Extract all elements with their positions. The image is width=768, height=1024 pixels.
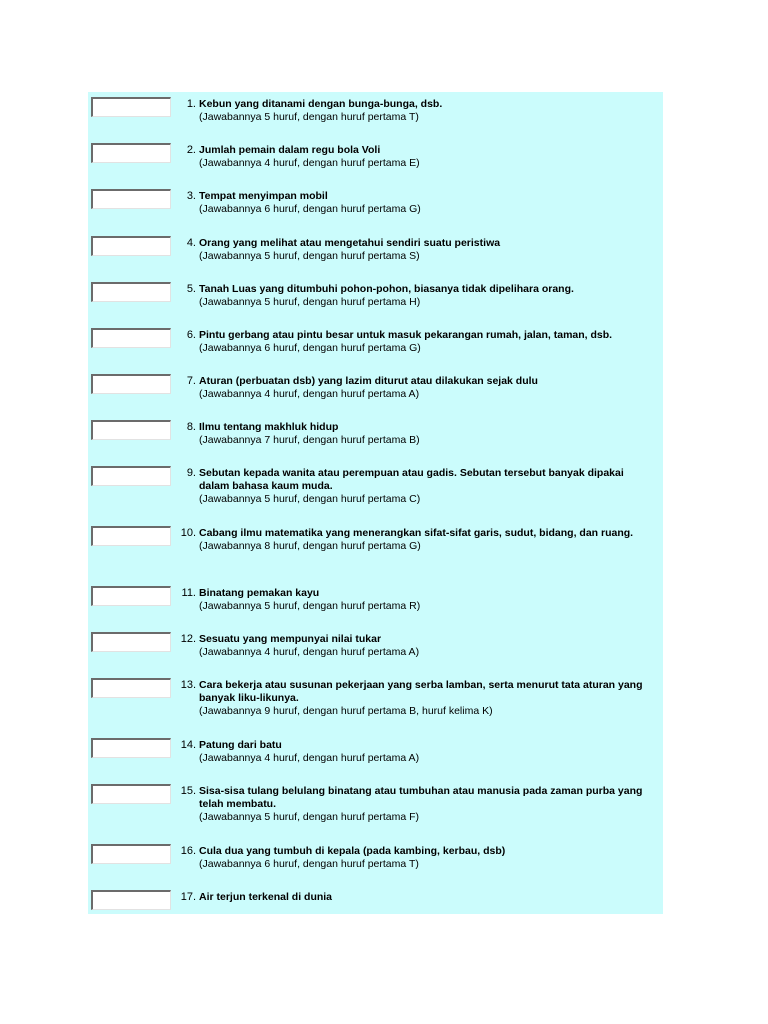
question-hint: (Jawabannya 5 huruf, dengan huruf pertama F) [199,811,420,823]
question-text-block [199,98,654,124]
question-text: Tanah Luas yang ditumbuhi pohon-pohon, biasanya tidak dipelihara orang. [199,283,574,295]
answer-input[interactable] [91,738,171,758]
question-text-block [199,329,654,355]
answer-input[interactable] [91,466,171,486]
answer-input[interactable] [91,678,171,698]
question-number: 15. [180,785,196,797]
question-text: Cara bekerja atau susunan pekerjaan yang serba lamban, serta menurut tata aturan yang banyak liku-likunya. [199,679,643,704]
question-text-block [199,785,654,824]
question-text-block [199,375,654,401]
question-number: 8. [186,421,196,433]
question-text: Kebun yang ditanami dengan bunga-bunga, dsb. [199,98,443,110]
question-hint: (Jawabannya 5 huruf, dengan huruf pertama R) [199,600,421,612]
question-number: 7. [186,375,196,387]
question-number: 6. [186,329,196,341]
question-number: 16. [180,845,196,857]
question-hint: (Jawabannya 9 huruf, dengan huruf pertama B, huruf kelima K) [199,705,493,717]
question-text: Sebutan kepada wanita atau perempuan atau gadis. Sebutan tersebut banyak dipakai dalam bahasa kaum muda. [199,467,624,492]
question-hint: (Jawabannya 5 huruf, dengan huruf pertama S) [199,250,420,262]
question-text-block [199,283,654,309]
answer-input[interactable] [91,143,171,163]
question-number: 14. [180,739,196,751]
question-hint: (Jawabannya 6 huruf, dengan huruf pertama G) [199,342,421,354]
question-text-block [199,527,654,553]
question-number: 11. [181,587,196,599]
question-number: 5. [186,283,196,295]
question-hint: (Jawabannya 5 huruf, dengan huruf pertama T) [199,111,419,123]
question-number: 1. [186,98,196,110]
question-number: 2. [186,144,196,156]
question-hint: (Jawabannya 6 huruf, dengan huruf pertama T) [199,858,419,870]
answer-input[interactable] [91,844,171,864]
question-hint: (Jawabannya 5 huruf, dengan huruf pertama H) [199,296,421,308]
question-text: Aturan (perbuatan dsb) yang lazim diturut atau dilakukan sejak dulu [199,375,538,387]
question-hint: (Jawabannya 6 huruf, dengan huruf pertama G) [199,203,421,215]
answer-input[interactable] [91,526,171,546]
answer-input[interactable] [91,586,171,606]
question-text: Sisa-sisa tulang belulang binatang atau tumbuhan atau manusia pada zaman purba yang telah membatu. [199,785,643,810]
question-text: Sesuatu yang mempunyai nilai tukar [199,633,382,645]
answer-input[interactable] [91,282,171,302]
question-hint: (Jawabannya 4 huruf, dengan huruf pertama A) [199,646,420,658]
question-number: 12. [180,633,196,645]
question-hint: (Jawabannya 7 huruf, dengan huruf pertama B) [199,434,420,446]
question-text-block [199,237,654,263]
question-number: 9. [186,467,196,479]
answer-input[interactable] [91,97,171,117]
question-text: Tempat menyimpan mobil [199,190,328,202]
question-number: 17. [180,891,196,903]
question-text-block [199,679,654,718]
question-text: Patung dari batu [199,739,282,751]
crossword-question-panel [88,92,663,914]
question-text: Orang yang melihat atau mengetahui sendiri suatu peristiwa [199,237,501,249]
question-text-block [199,633,654,659]
answer-input[interactable] [91,236,171,256]
question-number: 4. [186,237,196,249]
question-hint: (Jawabannya 4 huruf, dengan huruf pertama A) [199,388,420,400]
answer-input[interactable] [91,374,171,394]
question-text: Ilmu tentang makhluk hidup [199,421,339,433]
answer-input[interactable] [91,189,171,209]
question-text: Cabang ilmu matematika yang menerangkan sifat-sifat garis, sudut, bidang, dan ruang. [199,527,634,539]
question-number: 13. [180,679,196,691]
question-number: 3. [186,190,196,202]
question-number: 10. [180,527,196,539]
question-text-block [199,739,654,765]
question-text-block [199,587,654,613]
question-hint: (Jawabannya 4 huruf, dengan huruf pertama A) [199,752,420,764]
answer-input[interactable] [91,420,171,440]
answer-input[interactable] [91,890,171,910]
question-text: Jumlah pemain dalam regu bola Voli [199,144,381,156]
answer-input[interactable] [91,328,171,348]
question-hint: (Jawabannya 8 huruf, dengan huruf pertama G) [199,540,421,552]
answer-input[interactable] [91,784,171,804]
question-text-block [199,467,654,506]
question-hint: (Jawabannya 5 huruf, dengan huruf pertama C) [199,493,421,505]
question-text-block [199,421,654,447]
question-text-block [199,891,654,904]
question-text: Cula dua yang tumbuh di kepala (pada kambing, kerbau, dsb) [199,845,506,857]
question-text: Air terjun terkenal di dunia [199,891,333,903]
question-text-block [199,190,654,216]
question-hint: (Jawabannya 4 huruf, dengan huruf pertama E) [199,157,420,169]
answer-input[interactable] [91,632,171,652]
question-text-block [199,144,654,170]
question-text-block [199,845,654,871]
question-text: Pintu gerbang atau pintu besar untuk masuk pekarangan rumah, jalan, taman, dsb. [199,329,613,341]
question-text: Binatang pemakan kayu [199,587,320,599]
